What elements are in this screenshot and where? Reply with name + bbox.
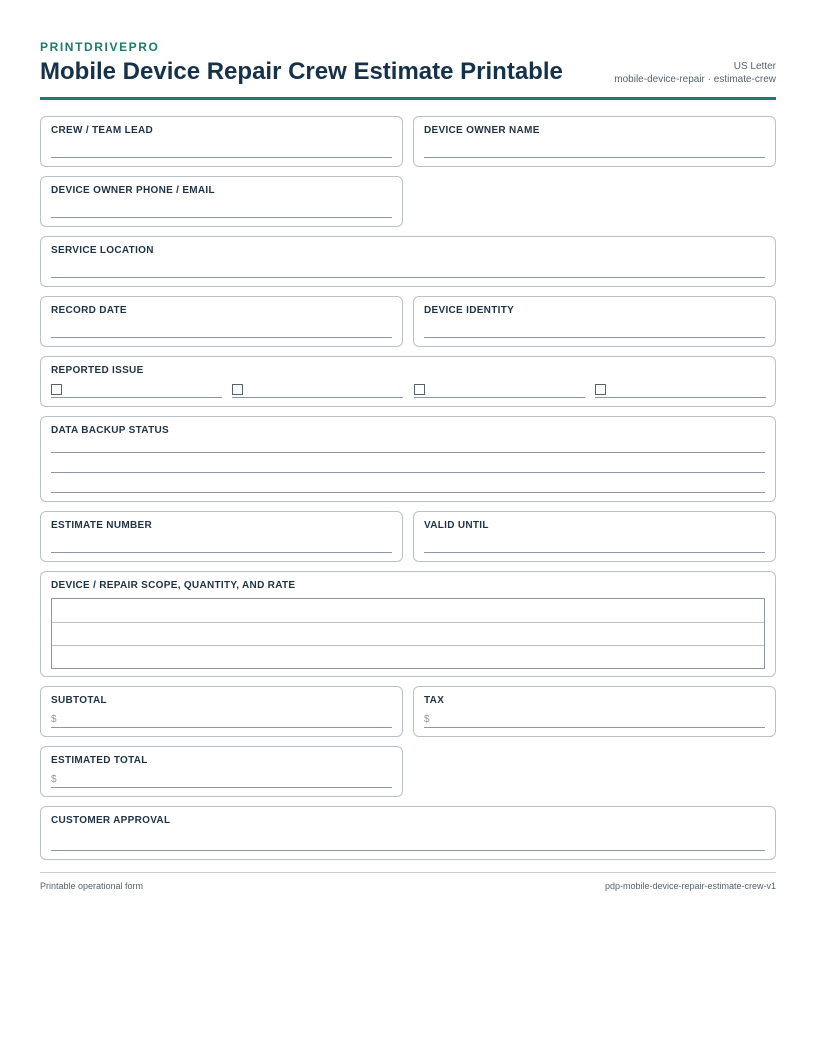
estimate-number-field[interactable]	[40, 511, 403, 562]
checkbox[interactable]	[232, 384, 243, 395]
tax-field[interactable]	[413, 686, 776, 737]
option-write-in-line[interactable]	[595, 397, 766, 398]
write-in-line[interactable]	[424, 157, 765, 158]
write-in-line[interactable]	[51, 552, 392, 553]
estimated-total-field[interactable]	[40, 746, 403, 797]
device-owner-phone-email-field[interactable]	[40, 176, 403, 227]
option-write-in-line[interactable]	[414, 397, 585, 398]
issue-option-3[interactable]	[414, 382, 585, 398]
write-in-line[interactable]	[51, 787, 392, 788]
currency-symbol: $	[51, 774, 57, 785]
valid-until-field[interactable]	[413, 511, 776, 562]
signature-line[interactable]	[51, 850, 765, 851]
brand-name: PRINTDRIVEPRO	[40, 40, 160, 54]
paper-size-label: US Letter	[733, 61, 776, 72]
table-row-divider	[52, 645, 764, 646]
field-label: SERVICE LOCATION	[51, 245, 154, 256]
currency-symbol: $	[424, 714, 430, 725]
write-in-line[interactable]	[424, 727, 765, 728]
write-in-line[interactable]	[51, 277, 765, 278]
field-label: DEVICE OWNER PHONE / EMAIL	[51, 185, 215, 196]
reported-issue-field	[40, 356, 776, 407]
scope-quantity-rate-field	[40, 571, 776, 677]
write-in-line[interactable]	[424, 552, 765, 553]
issue-option-2[interactable]	[232, 382, 403, 398]
field-label: DEVICE IDENTITY	[424, 305, 515, 316]
page-title: Mobile Device Repair Crew Estimate Printable	[40, 58, 563, 85]
header-divider	[40, 97, 776, 100]
write-in-line[interactable]	[51, 727, 392, 728]
field-label: RECORD DATE	[51, 305, 127, 316]
checkbox[interactable]	[51, 384, 62, 395]
scope-table[interactable]	[51, 598, 765, 669]
customer-approval-field[interactable]	[40, 806, 776, 860]
crew-team-lead-field[interactable]	[40, 116, 403, 167]
form-id: pdp-mobile-device-repair-estimate-crew-v1	[604, 881, 776, 891]
write-in-line[interactable]	[424, 337, 765, 338]
service-location-field[interactable]	[40, 236, 776, 287]
checkbox[interactable]	[595, 384, 606, 395]
option-write-in-line[interactable]	[51, 397, 222, 398]
checkbox[interactable]	[414, 384, 425, 395]
data-backup-status-field[interactable]	[40, 416, 776, 502]
form-tags: mobile-device-repair · estimate-crew	[614, 74, 776, 85]
field-label: VALID UNTIL	[424, 520, 489, 531]
form-header	[40, 0, 776, 100]
write-in-line[interactable]	[51, 452, 765, 453]
option-write-in-line[interactable]	[232, 397, 403, 398]
footer-description: Printable operational form	[40, 881, 144, 891]
field-label: DEVICE / REPAIR SCOPE, QUANTITY, AND RATE	[51, 580, 296, 591]
write-in-line[interactable]	[51, 217, 392, 218]
table-row-divider	[52, 622, 764, 623]
field-label: CUSTOMER APPROVAL	[51, 815, 171, 826]
subtotal-field[interactable]	[40, 686, 403, 737]
field-label: ESTIMATE NUMBER	[51, 520, 152, 531]
write-in-line[interactable]	[51, 157, 392, 158]
issue-option-4[interactable]	[595, 382, 766, 398]
estimate-form-page	[40, 0, 776, 891]
header-meta	[614, 60, 776, 86]
write-in-line[interactable]	[51, 472, 765, 473]
write-in-line[interactable]	[51, 492, 765, 493]
field-label: CREW / TEAM LEAD	[51, 125, 154, 136]
footer-divider	[40, 872, 776, 873]
field-label: REPORTED ISSUE	[51, 365, 144, 376]
field-label: ESTIMATED TOTAL	[51, 755, 148, 766]
device-identity-field[interactable]	[413, 296, 776, 347]
field-label: DATA BACKUP STATUS	[51, 425, 169, 436]
field-label: DEVICE OWNER NAME	[424, 125, 540, 136]
issue-option-1[interactable]	[51, 382, 222, 398]
field-label: TAX	[424, 695, 445, 706]
write-in-line[interactable]	[51, 337, 392, 338]
field-label: SUBTOTAL	[51, 695, 107, 706]
record-date-field[interactable]	[40, 296, 403, 347]
device-owner-name-field[interactable]	[413, 116, 776, 167]
currency-symbol: $	[51, 714, 57, 725]
